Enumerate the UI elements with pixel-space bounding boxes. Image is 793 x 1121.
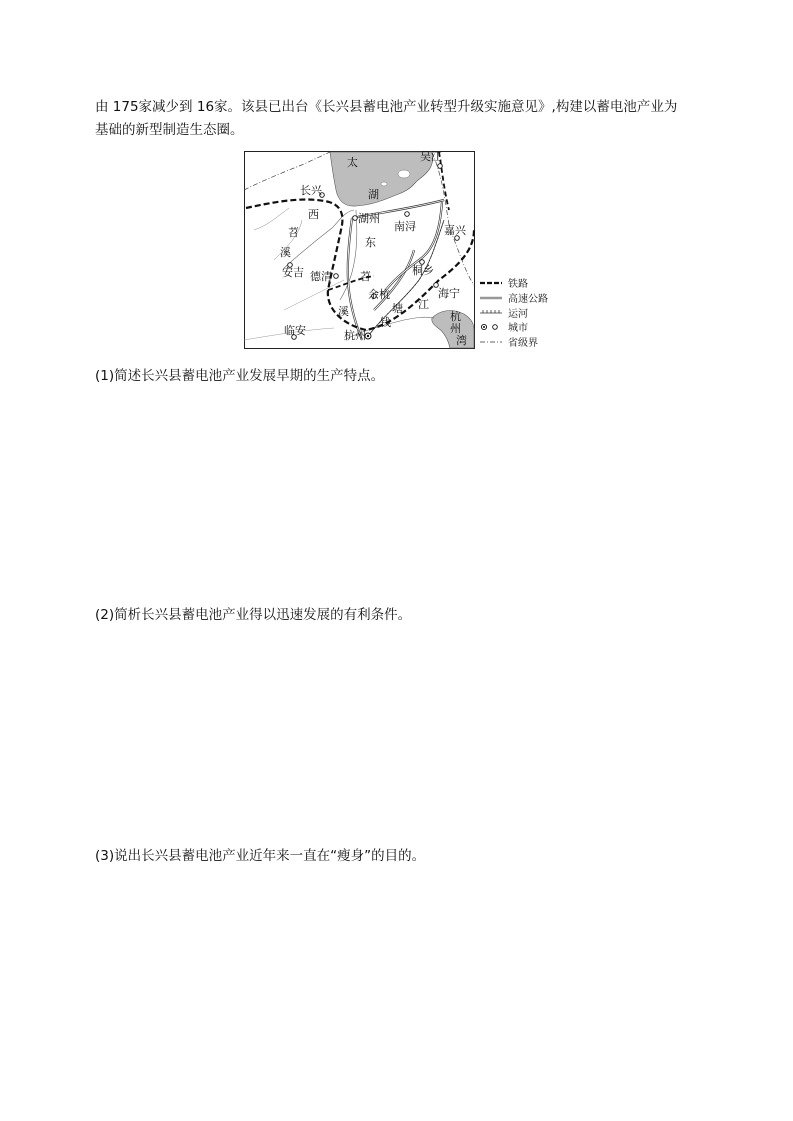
question-2: (2)简析长兴县蓄电池产业得以迅速发展的有利条件。 [95, 607, 412, 623]
label-haining: 海宁 [438, 287, 460, 300]
legend-canal: 运河 [508, 309, 528, 320]
intro-line-2: 基础的新型制造生态圈。 [95, 122, 244, 138]
map-legend [480, 277, 548, 349]
label-xi3: 溪 [338, 305, 349, 318]
legend-canal-ticks [483, 310, 499, 313]
label-hangzhou: 杭州 [344, 329, 366, 342]
label-xi2: 溪 [280, 246, 291, 259]
city-deqing [334, 274, 339, 279]
label-dong: 东 [365, 236, 376, 249]
label-tiao1: 苕 [288, 226, 299, 239]
city-huzhou [353, 216, 358, 221]
label-deqing: 德清 [310, 270, 332, 283]
region-map [244, 150, 554, 350]
label-tiao2: 苕 [360, 270, 371, 283]
question-3: (3)说出长兴县蓄电池产业近年来一直在“瘦身”的目的。 [95, 848, 426, 864]
region-map-svg [244, 150, 554, 350]
label-anji: 安吉 [282, 266, 304, 279]
label-jiaxing: 嘉兴 [444, 224, 466, 237]
label-zhou: 州 [450, 322, 461, 335]
label-xi1: 西 [308, 208, 319, 221]
label-yuhang: 余杭 [368, 288, 390, 301]
legend-boundary: 省级界 [508, 338, 538, 349]
legend-city: 城市 [508, 323, 528, 334]
label-tongxiang: 桐乡 [412, 264, 434, 277]
label-jiang: 江 [418, 298, 429, 311]
city-hangzhou-dot [367, 335, 369, 337]
lake-island [381, 182, 387, 186]
city-nanxun [405, 212, 410, 217]
label-nanxun: 南浔 [394, 220, 416, 233]
legend-capital-dot [483, 326, 485, 328]
legend-expressway: 高速公路 [508, 294, 548, 305]
legend-railway: 铁路 [508, 279, 528, 290]
lake-island [398, 170, 410, 178]
city-wujiang [438, 164, 443, 169]
label-wan: 湾 [456, 334, 467, 347]
label-qian: 钱 [380, 316, 391, 329]
legend-city-symbol [493, 325, 498, 330]
label-linan: 临安 [284, 324, 306, 337]
label-hu: 湖 [368, 188, 379, 201]
label-huzhou: 湖州 [358, 212, 380, 225]
label-tang: 塘 [392, 302, 403, 315]
label-tai: 太 [347, 156, 358, 169]
question-1: (1)简述长兴县蓄电池产业发展早期的生产特点。 [95, 368, 385, 384]
label-hang: 杭 [450, 310, 461, 323]
intro-line-1: 由 175家减少到 16家。该县已出台《长兴县蓄电池产业转型升级实施意见》,构建以蓄电池产业为 [95, 99, 678, 115]
label-wujiang: 吴江 [420, 150, 442, 163]
label-changxing: 长兴 [300, 184, 322, 197]
